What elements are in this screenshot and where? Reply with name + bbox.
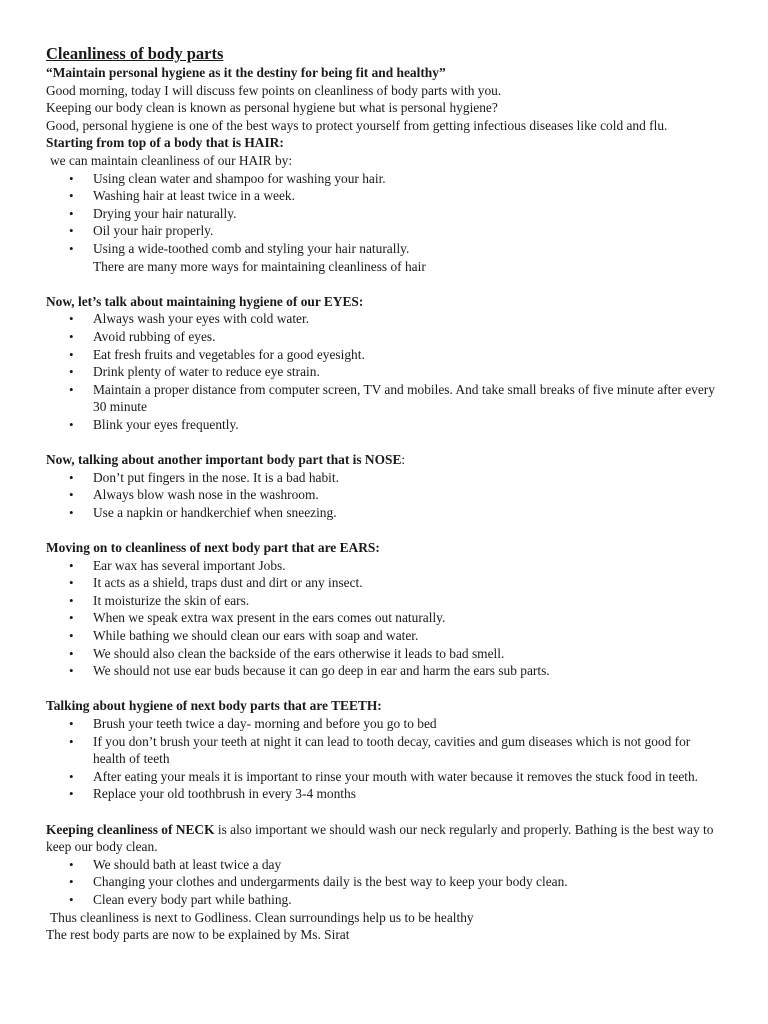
list-item: • Always blow wash nose in the washroom.	[46, 486, 726, 504]
list-item: • If you don’t brush your teeth at night it can lead to tooth decay, cavities and gum diseases which is not good for health of teeth	[46, 733, 726, 768]
section-heading-neck: Keeping cleanliness of NECK is also important we should wash our neck regularly and properly. Bathing is the best way to keep our body clean.	[46, 821, 714, 855]
quote: “Maintain personal hygiene as it the destiny for being fit and healthy”	[46, 65, 446, 80]
list-item: • It acts as a shield, traps dust and dirt or any insect.	[46, 574, 726, 592]
list-item: • Using clean water and shampoo for washing your hair.	[46, 170, 726, 188]
document-page	[46, 44, 726, 944]
list-item: • Use a napkin or handkerchief when sneezing.	[46, 504, 726, 522]
intro-line: Good, personal hygiene is one of the best ways to protect yourself from getting infectious diseases like cold and flu.	[46, 117, 668, 133]
list-item: • Avoid rubbing of eyes.	[46, 328, 726, 346]
list-item: • Brush your teeth twice a day- morning and before you go to bed	[46, 715, 726, 733]
document-title: Cleanliness of body parts	[46, 44, 224, 63]
intro-line: Keeping our body clean is known as personal hygiene but what is personal hygiene?	[46, 100, 498, 116]
list-item: • Drying your hair naturally.	[46, 205, 726, 223]
ears-list	[46, 557, 726, 680]
list-item: • While bathing we should clean our ears with soap and water.	[46, 627, 726, 645]
list-item: • Ear wax has several important Jobs.	[46, 557, 726, 575]
list-item: • Eat fresh fruits and vegetables for a good eyesight.	[46, 346, 726, 364]
list-item: • Blink your eyes frequently.	[46, 416, 726, 434]
list-item: • Drink plenty of water to reduce eye strain.	[46, 363, 726, 381]
list-item: • When we speak extra wax present in the ears comes out naturally.	[46, 609, 726, 627]
list-item: • We should not use ear buds because it can go deep in ear and harm the ears sub parts.	[46, 662, 726, 680]
closing-line: The rest body parts are now to be explained by Ms. Sirat	[46, 927, 350, 943]
list-item: • Oil your hair properly.	[46, 222, 726, 240]
list-item: • Don’t put fingers in the nose. It is a bad habit.	[46, 469, 726, 487]
section-heading-hair: Starting from top of a body that is HAIR:	[46, 135, 284, 151]
list-item: • Using a wide-toothed comb and styling your hair naturally.	[46, 240, 726, 258]
nose-list	[46, 469, 726, 522]
list-item: • Always wash your eyes with cold water.	[46, 310, 726, 328]
section-heading-nose: Now, talking about another important body part that is NOSE:	[46, 452, 406, 468]
eyes-list	[46, 310, 726, 433]
teeth-list	[46, 715, 726, 803]
neck-list	[46, 856, 726, 909]
hair-list	[46, 170, 726, 258]
list-item: • We should bath at least twice a day	[46, 856, 726, 874]
section-heading-ears: Moving on to cleanliness of next body part that are EARS:	[46, 540, 380, 556]
hair-extra: There are many more ways for maintaining cleanliness of hair	[93, 258, 426, 274]
list-item: • It moisturize the skin of ears.	[46, 592, 726, 610]
list-item: • Replace your old toothbrush in every 3-4 months	[46, 785, 726, 803]
list-item: • Maintain a proper distance from computer screen, TV and mobiles. And take small breaks of five minute after every 30 minute	[46, 381, 726, 416]
list-item: • Changing your clothes and undergarments daily is the best way to keep your body clean.	[46, 873, 726, 891]
section-heading-eyes: Now, let’s talk about maintaining hygiene of our EYES:	[46, 293, 364, 309]
list-item: • Clean every body part while bathing.	[46, 891, 726, 909]
list-item: • Washing hair at least twice in a week.	[46, 187, 726, 205]
hair-lead: we can maintain cleanliness of our HAIR by:	[50, 152, 293, 168]
section-heading-teeth: Talking about hygiene of next body parts that are TEETH:	[46, 698, 382, 714]
list-item: • We should also clean the backside of the ears otherwise it leads to bad smell.	[46, 645, 726, 663]
list-item: • After eating your meals it is important to rinse your mouth with water because it removes the stuck food in teeth.	[46, 768, 726, 786]
intro-line: Good morning, today I will discuss few points on cleanliness of body parts with you.	[46, 82, 502, 98]
closing-line: Thus cleanliness is next to Godliness. Clean surroundings help us to be healthy	[50, 909, 474, 925]
